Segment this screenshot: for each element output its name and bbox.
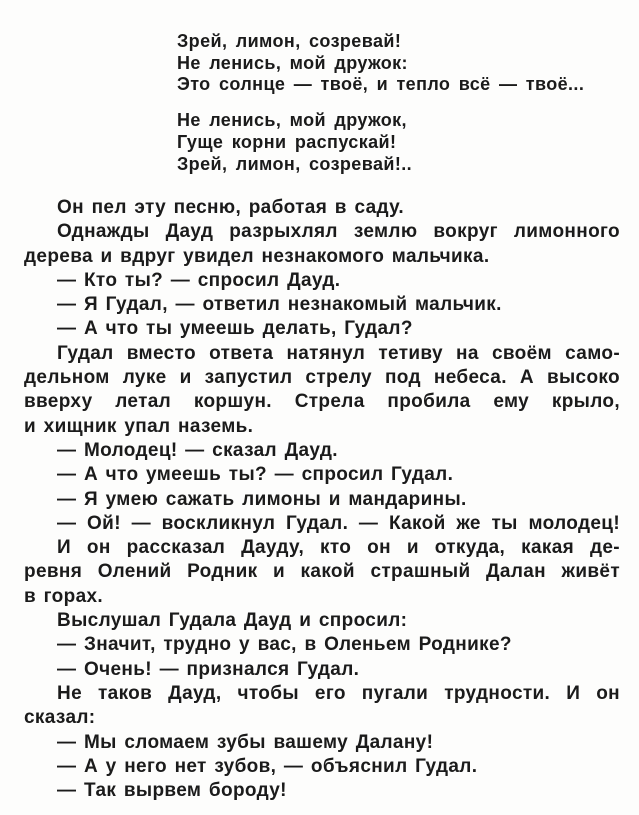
text-line: — Кто ты? — спросил Дауд. (57, 269, 341, 291)
text-line: — Мы сломаем зубы вашему Далану! (57, 731, 434, 753)
paragraph (24, 463, 620, 487)
paragraph (24, 658, 620, 682)
text-line: дельном луке и запустил стрелу под небеса. А высоко (24, 367, 620, 389)
text-line: и хищник упал наземь. (24, 415, 254, 437)
text-line: в горах. (24, 585, 104, 607)
poem-line: Зрей, лимон, созревай! (177, 31, 402, 51)
poem-stanza (177, 31, 584, 96)
text-line: — Значит, трудно у вас, в Оленьем Роднике? (57, 634, 512, 656)
poem-line: Не ленись, мой дружок: (177, 52, 408, 73)
text-line: Не таков Дауд, чтобы его пугали трудности. И он (57, 682, 620, 704)
text-line: — А что умеешь ты? — спросил Гудал. (57, 464, 454, 486)
text-line: Однажды Дауд разрыхлял землю вокруг лимонного (57, 221, 620, 243)
paragraph (24, 731, 620, 755)
text-line: — Я Гудал, — ответил незнакомый мальчик. (57, 294, 502, 316)
text-line: вверху летал коршун. Стрела пробила ему крыло, (24, 391, 620, 413)
text-line: — Очень! — признался Гудал. (57, 658, 360, 680)
text-line: Он пел эту песню, работая в саду. (57, 197, 405, 218)
paragraph (24, 317, 620, 341)
text-line: ревня Олений Родник и какой страшный Далан живёт (24, 561, 620, 583)
paragraph (24, 269, 620, 293)
text-line: сказал: (24, 707, 96, 729)
paragraph (24, 536, 620, 609)
poem-line: Это солнце — твоё, и тепло всё — твоё... (177, 74, 585, 95)
prose (24, 196, 620, 803)
text-line: — Молодец! — сказал Дауд. (57, 439, 338, 461)
poem-stanza (177, 110, 584, 175)
text-line: — А что ты умеешь делать, Гудал? (57, 318, 413, 340)
paragraph (24, 682, 620, 731)
paragraph (24, 293, 620, 317)
text-line: — Ой! — воскликнул Гудал. — Какой же ты молодец! (57, 512, 620, 534)
text-line: Выслушал Гудала Дауд и спросил: (57, 610, 408, 632)
text-line: И он рассказал Дауду, кто он и откуда, какая де- (57, 537, 620, 559)
paragraph (24, 439, 620, 463)
paragraph (24, 779, 620, 803)
text-line: — Я умею сажать лимоны и мандарины. (57, 488, 467, 510)
text-line: — А у него нет зубов, — объяснил Гудал. (57, 755, 478, 777)
poem (177, 31, 584, 175)
paragraph (24, 196, 620, 220)
poem-line: Не ленись, мой дружок, (177, 110, 407, 131)
text-line: дерева и вдруг увидел незнакомого мальчика. (24, 245, 490, 267)
text-line: Гудал вместо ответа натянул тетиву на своём само- (57, 342, 620, 364)
paragraph (24, 609, 620, 633)
paragraph (24, 220, 620, 269)
poem-line: Гуще корни распускай! (177, 131, 397, 152)
paragraph (24, 342, 620, 439)
text-line: — Так вырвем бороду! (57, 780, 287, 802)
paragraph (24, 488, 620, 512)
paragraph (24, 755, 620, 779)
poem-line: Зрей, лимон, созревай!.. (177, 153, 413, 174)
paragraph (24, 633, 620, 657)
paragraph (24, 512, 620, 536)
